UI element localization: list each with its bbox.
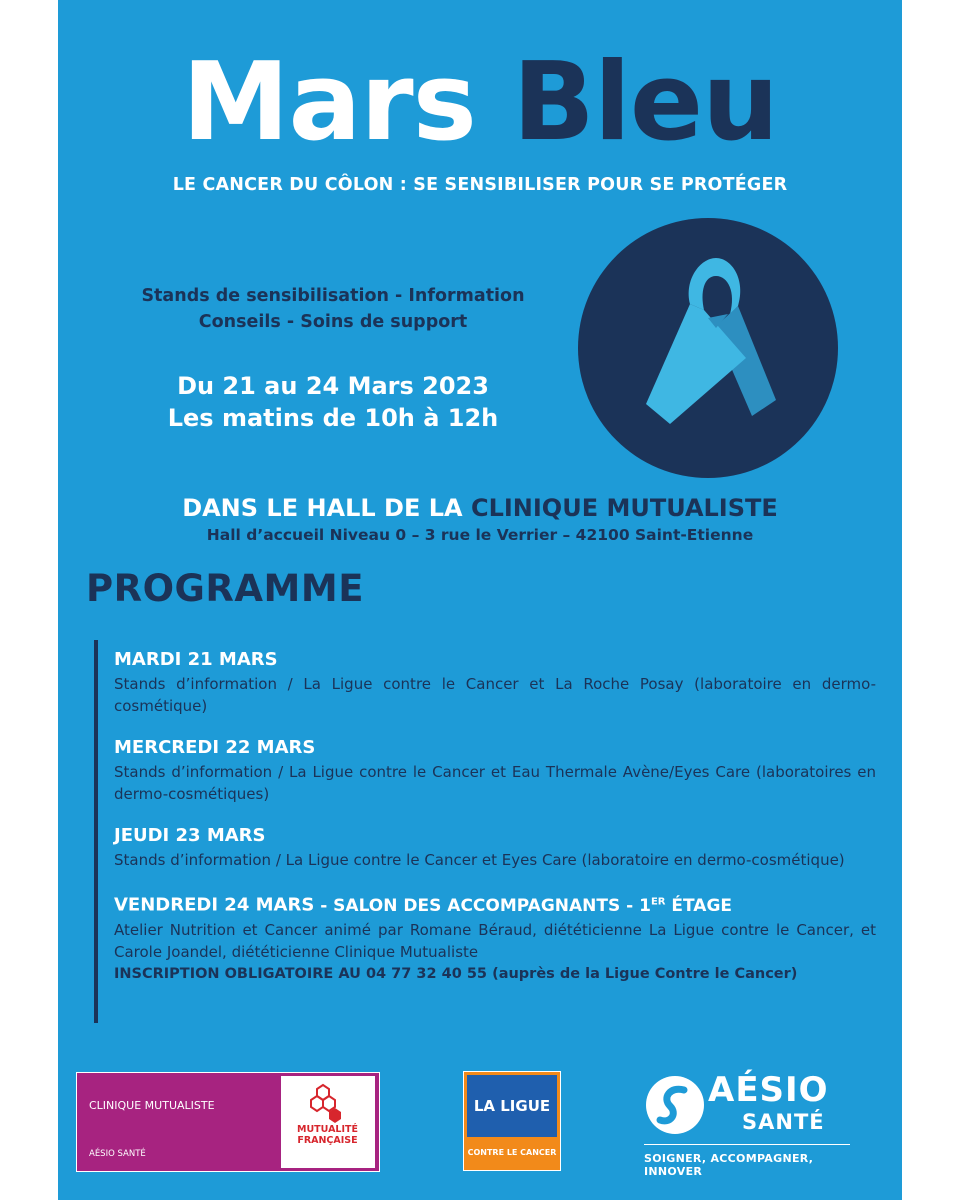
la-ligue-logo bbox=[463, 1071, 561, 1171]
aesio-mark-icon bbox=[644, 1074, 706, 1136]
venue-address: Hall d’accueil Niveau 0 – 3 rue le Verrier – 42100 Saint-Etienne bbox=[206, 526, 754, 544]
venue-prefix: DANS LE HALL DE LA bbox=[182, 494, 463, 522]
subtitle: LE CANCER DU CÔLON : SE SENSIBILISER POUR SE PROTÉGER bbox=[172, 175, 788, 195]
poster bbox=[58, 0, 902, 1200]
event-dates bbox=[78, 370, 588, 434]
programme-day bbox=[114, 823, 876, 871]
day-heading: MARDI 21 MARS bbox=[114, 649, 278, 670]
venue-heading bbox=[58, 494, 902, 522]
programme-day bbox=[114, 647, 876, 717]
day-description: Stands d’information / La Ligue contre le Cancer et Eyes Care (laboratoire en dermo-cosmétique) bbox=[114, 851, 845, 869]
stands-line-2: Conseils - Soins de support bbox=[198, 312, 468, 332]
aesio-divider bbox=[644, 1144, 850, 1145]
aesio-name: AÉSIO bbox=[708, 1070, 829, 1110]
programme-list bbox=[114, 647, 876, 1003]
aesio-tagline: SOIGNER, ACCOMPAGNER, INNOVER bbox=[644, 1152, 814, 1178]
main-title bbox=[58, 40, 902, 165]
dates-line-2: Les matins de 10h à 12h bbox=[167, 404, 499, 432]
mutualite-francaise-text bbox=[297, 1124, 358, 1146]
day-description: Stands d’information / La Ligue contre le Cancer et La Roche Posay (laboratoire en dermo-cosmétique) bbox=[114, 675, 876, 715]
day-description: Atelier Nutrition et Cancer animé par Romane Béraud, diététicienne La Ligue contre le Cancer, et Carole Joandel, diététicienne Clinique Mutualiste bbox=[114, 920, 876, 961]
programme-title: PROGRAMME bbox=[86, 567, 364, 610]
clinique-mutualiste-logo bbox=[76, 1072, 380, 1172]
title-word-bleu: Bleu bbox=[512, 40, 778, 165]
mf-line-2: FRANÇAISE bbox=[297, 1135, 358, 1146]
day-heading-date: VENDREDI 24 MARS bbox=[114, 894, 315, 916]
programme-day bbox=[114, 735, 876, 805]
clinique-name: CLINIQUE MUTUALISTE bbox=[89, 1099, 215, 1112]
ligue-subtitle: CONTRE LE CANCER bbox=[467, 1148, 557, 1157]
awareness-ribbon-icon bbox=[578, 218, 838, 478]
venue-highlight: CLINIQUE MUTUALISTE bbox=[470, 494, 778, 522]
registration-note: INSCRIPTION OBLIGATOIRE AU 04 77 32 40 55 (auprès de la Ligue Contre le Cancer) bbox=[114, 965, 798, 982]
stands-line-1: Stands de sensibilisation - Information bbox=[141, 286, 525, 306]
day-heading: MERCREDI 22 MARS bbox=[114, 737, 316, 758]
stands-info bbox=[78, 283, 588, 335]
title-word-mars: Mars bbox=[182, 40, 476, 165]
mutualite-francaise-logo bbox=[281, 1076, 375, 1168]
aesio-sante-logo bbox=[638, 1070, 858, 1178]
day-description: Stands d’information / La Ligue contre le Cancer et Eau Thermale Avène/Eyes Care (laboratoires en dermo-cosmétiques) bbox=[114, 763, 876, 803]
aesio-sante-text: SANTÉ bbox=[742, 1110, 825, 1134]
mutualite-francaise-icon bbox=[281, 1078, 375, 1128]
ribbon-badge bbox=[578, 218, 838, 478]
extra-superscript: ER bbox=[650, 896, 666, 907]
day-heading-extra bbox=[314, 896, 732, 916]
extra-pre: - SALON DES ACCOMPAGNANTS - 1 bbox=[314, 895, 651, 916]
ligue-name: LA LIGUE bbox=[467, 1075, 557, 1137]
day-heading bbox=[114, 889, 876, 919]
programme-day bbox=[114, 889, 876, 985]
clinique-subname: AÉSIO SANTÉ bbox=[89, 1149, 146, 1159]
programme-accent-bar bbox=[94, 640, 98, 1023]
extra-post: ÉTAGE bbox=[665, 895, 733, 916]
day-heading: JEUDI 23 MARS bbox=[114, 825, 266, 846]
mf-line-1: MUTUALITÉ bbox=[297, 1124, 358, 1135]
dates-line-1: Du 21 au 24 Mars 2023 bbox=[177, 372, 489, 400]
